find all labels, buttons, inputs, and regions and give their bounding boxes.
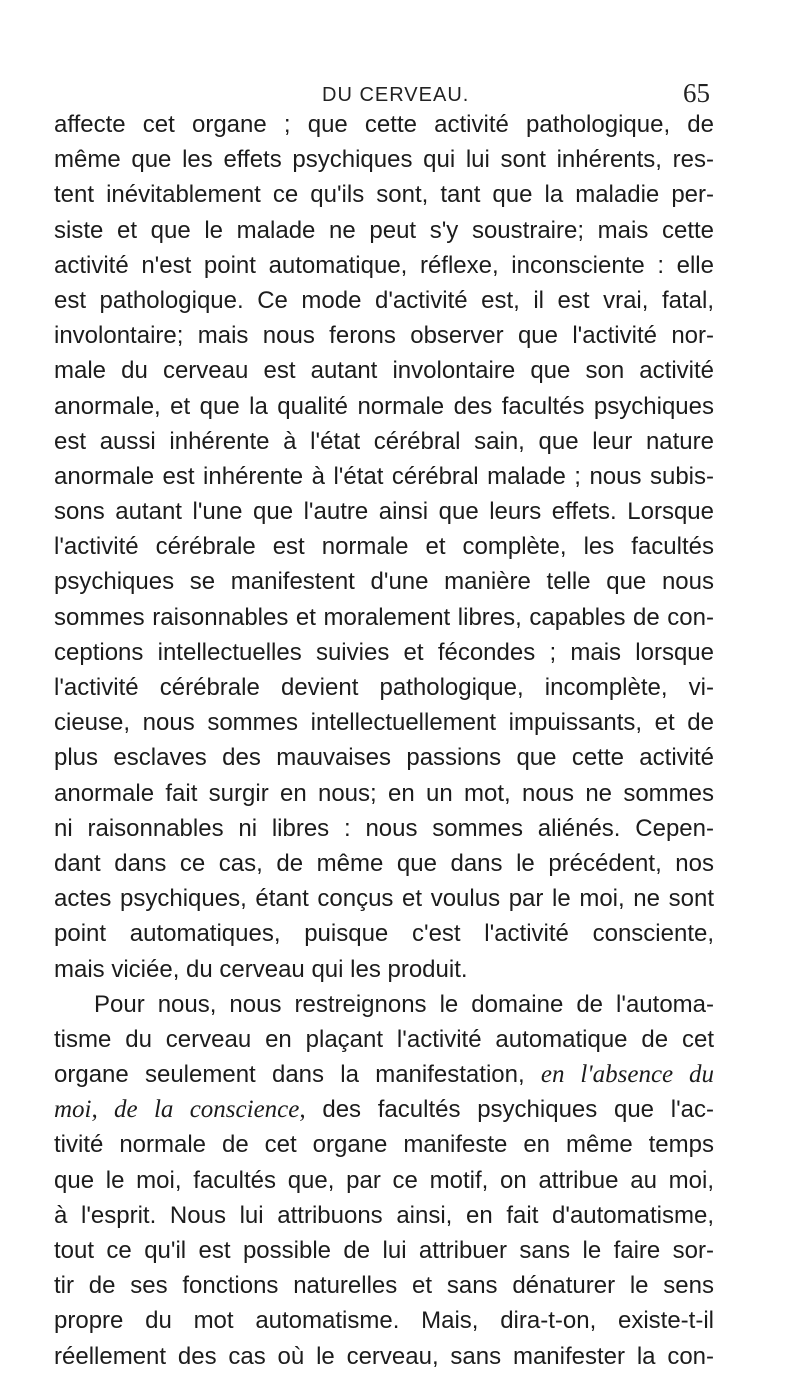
text-line: anormale, et que la qualité normale des facultés psychiques [54,392,714,420]
text-line: anormale est inhérente à l'état cérébral malade ; nous subis- [54,462,714,490]
text-line: tent inévitablement ce qu'ils sont, tant que la maladie per- [54,181,714,209]
text-line: psychiques se manifestent d'une manière telle que nous [54,568,714,596]
text-run: des facultés psychiques que l'ac- [322,1096,714,1124]
text-line: tout ce qu'il est possible de lui attribuer sans le faire sor- [54,1237,714,1264]
text-line: involontaire; mais nous ferons observer que l'activité nor- [54,322,714,350]
paragraph-2 [54,987,714,1374]
text-line: tir de ses fonctions naturelles et sans dénaturer le sens [54,1272,714,1300]
text-line: dant dans ce cas, de même que dans le précédent, nos [54,849,714,877]
text-line: Pour nous, nous restreignons le domaine de l'automa- [94,990,714,1018]
text-line: que le moi, facultés que, par ce motif, on attribue au moi, [54,1166,714,1194]
text-line: siste et que le malade ne peut s'y soustraire; mais cette [54,216,714,244]
running-title: DU CERVEAU. [322,84,470,106]
page-number: 65 [683,78,710,108]
text-line: tisme du cerveau en plaçant l'activité automatique de cet [54,1025,714,1053]
text-line: actes psychiques, étant conçus et voulus par le moi, ne sont [54,885,714,913]
text-line: sommes raisonnables et moralement libres, capables de con- [54,603,714,631]
text-line: est aussi inhérente à l'état cérébral sain, que leur nature [54,427,714,455]
text-line: male du cerveau est autant involontaire que son activité [54,357,714,385]
text-line: même que les effets psychiques qui lui sont inhérents, res- [54,146,714,174]
text-line: ni raisonnables ni libres : nous sommes aliénés. Cepen- [54,814,714,842]
text-line: anormale fait surgir en nous; en un mot, nous ne sommes [54,779,714,807]
text-line: sons autant l'une que l'autre ainsi que leurs effets. Lorsque [54,498,714,526]
body-text [54,107,714,1374]
paragraph-1 [54,107,714,987]
text-line: propre du mot automatisme. Mais, dira-t-on, existe-t-il [54,1307,714,1335]
text-line: réellement des cas où le cerveau, sans manifester la con- [54,1342,714,1370]
text-line: ceptions intellectuelles suivies et fécondes ; mais lorsque [54,638,714,666]
text-line: est pathologique. Ce mode d'activité est, il est vrai, fatal, [54,286,714,314]
text-line: l'activité cérébrale est normale et complète, les facultés [54,533,714,561]
italic-run: moi, de la conscience, [54,1096,306,1124]
text-line: affecte cet organe ; que cette activité pathologique, de [54,111,714,138]
text-run: organe seulement dans la manifestation, [54,1061,525,1089]
text-line: l'activité cérébrale devient pathologique, incomplète, vi- [54,674,714,701]
text-line-with-italic [54,1092,714,1127]
text-line: tivité normale de cet organe manifeste en même temps [54,1131,714,1159]
text-line-with-italic [54,1057,714,1092]
text-line: mais viciée, du cerveau qui les produit. [54,955,468,983]
text-line: cieuse, nous sommes intellectuellement impuissants, et de [54,709,714,737]
text-line: à l'esprit. Nous lui attribuons ainsi, en fait d'automatisme, [54,1201,714,1229]
text-line: plus esclaves des mauvaises passions que cette activité [54,744,714,772]
text-line: activité n'est point automatique, réflexe, inconsciente : elle [54,251,714,279]
text-line: point automatiques, puisque c'est l'activité consciente, [54,920,714,948]
italic-run: en l'absence du [540,1061,714,1089]
